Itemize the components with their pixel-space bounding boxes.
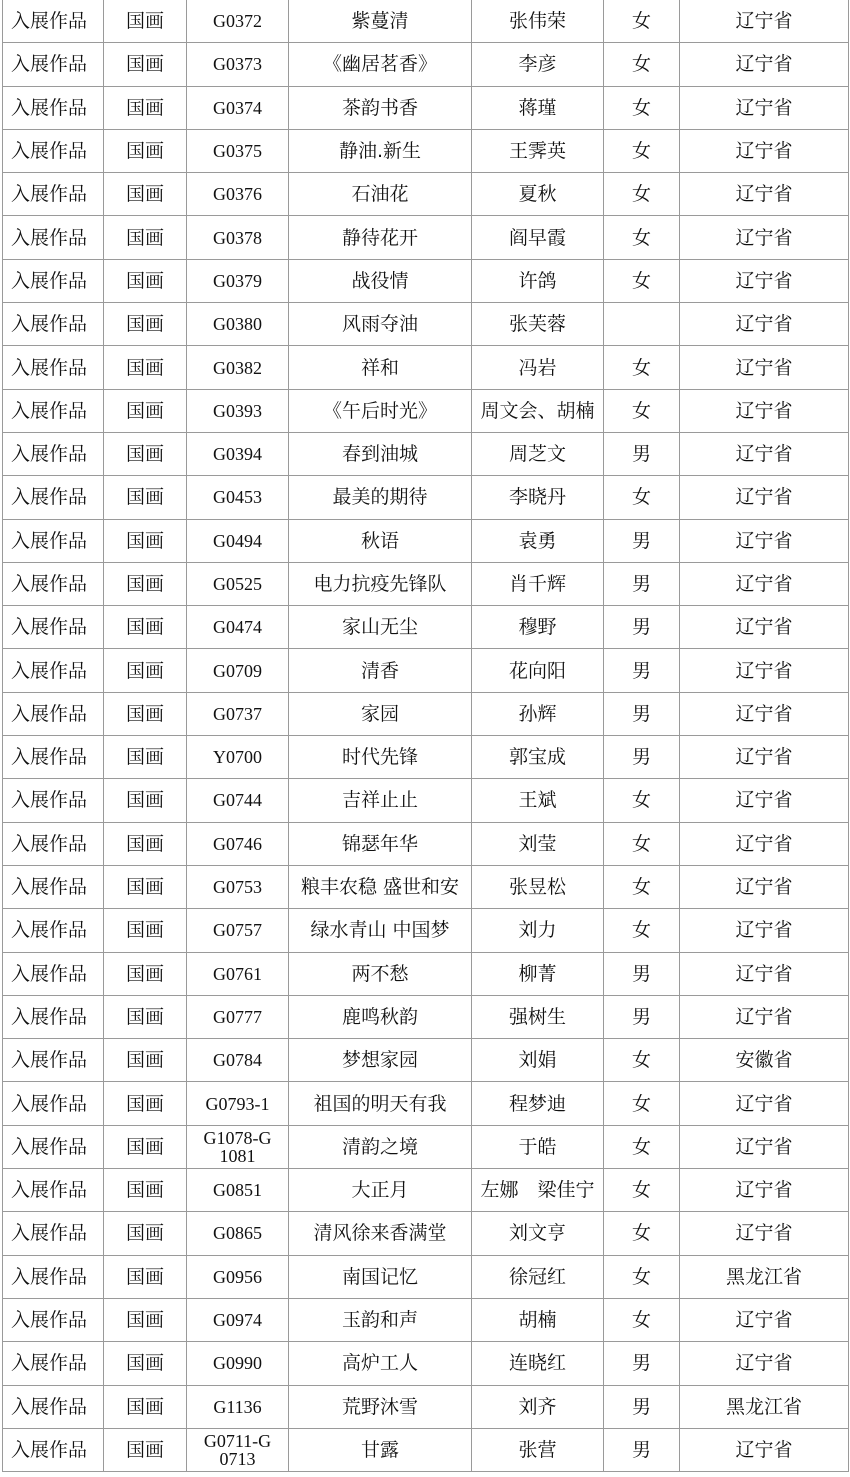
gender-cell: 男	[604, 1385, 680, 1428]
title-cell: 甘露	[289, 1428, 472, 1471]
status-cell: 入展作品	[3, 259, 104, 302]
status-cell: 入展作品	[3, 1125, 104, 1168]
author-cell: 袁勇	[472, 519, 604, 562]
table-row	[3, 1125, 849, 1168]
code-cell: G0990	[187, 1342, 289, 1385]
category-cell: 国画	[104, 1298, 187, 1341]
gender-cell: 女	[604, 346, 680, 389]
author-cell: 刘力	[472, 909, 604, 952]
gender-cell: 女	[604, 0, 680, 43]
code-cell: G0711-G0713	[187, 1428, 289, 1471]
province-cell: 安徽省	[680, 1039, 849, 1082]
table-row	[3, 1082, 849, 1125]
gender-cell: 男	[604, 736, 680, 779]
province-cell: 辽宁省	[680, 0, 849, 43]
status-cell: 入展作品	[3, 43, 104, 86]
table-row	[3, 129, 849, 172]
author-cell: 徐冠红	[472, 1255, 604, 1298]
code-cell: G0378	[187, 216, 289, 259]
category-cell: 国画	[104, 389, 187, 432]
author-cell: 连晓红	[472, 1342, 604, 1385]
category-cell: 国画	[104, 865, 187, 908]
province-cell: 黑龙江省	[680, 1385, 849, 1428]
status-cell: 入展作品	[3, 303, 104, 346]
title-cell: 粮丰农稳 盛世和安	[289, 865, 472, 908]
gender-cell: 男	[604, 1428, 680, 1471]
status-cell: 入展作品	[3, 736, 104, 779]
table-row	[3, 1169, 849, 1212]
status-cell: 入展作品	[3, 1342, 104, 1385]
code-cell: G0793-1	[187, 1082, 289, 1125]
gender-cell: 男	[604, 606, 680, 649]
province-cell: 辽宁省	[680, 562, 849, 605]
author-cell: 于皓	[472, 1125, 604, 1168]
code-cell: G0865	[187, 1212, 289, 1255]
title-cell: 清风徐来香满堂	[289, 1212, 472, 1255]
author-cell: 夏秋	[472, 173, 604, 216]
author-cell: 肖千辉	[472, 562, 604, 605]
code-cell: G0374	[187, 86, 289, 129]
gender-cell: 女	[604, 1212, 680, 1255]
gender-cell: 女	[604, 216, 680, 259]
author-cell: 刘莹	[472, 822, 604, 865]
table-row	[3, 173, 849, 216]
title-cell: 秋语	[289, 519, 472, 562]
status-cell: 入展作品	[3, 692, 104, 735]
status-cell: 入展作品	[3, 822, 104, 865]
province-cell: 辽宁省	[680, 1125, 849, 1168]
status-cell: 入展作品	[3, 1298, 104, 1341]
table-row	[3, 1428, 849, 1471]
title-cell: 风雨夺油	[289, 303, 472, 346]
code-cell: G0474	[187, 606, 289, 649]
province-cell: 辽宁省	[680, 1212, 849, 1255]
table-row	[3, 1255, 849, 1298]
author-cell: 刘文亨	[472, 1212, 604, 1255]
title-cell: 静油.新生	[289, 129, 472, 172]
author-cell: 许鸽	[472, 259, 604, 302]
title-cell: 石油花	[289, 173, 472, 216]
author-cell: 胡楠	[472, 1298, 604, 1341]
status-cell: 入展作品	[3, 562, 104, 605]
status-cell: 入展作品	[3, 1385, 104, 1428]
table-row	[3, 779, 849, 822]
author-cell: 张昱松	[472, 865, 604, 908]
author-cell: 周芝文	[472, 432, 604, 475]
category-cell: 国画	[104, 432, 187, 475]
gender-cell: 女	[604, 1082, 680, 1125]
province-cell: 辽宁省	[680, 86, 849, 129]
province-cell: 辽宁省	[680, 346, 849, 389]
code-cell: G0379	[187, 259, 289, 302]
table-row	[3, 346, 849, 389]
title-cell: 茶韵书香	[289, 86, 472, 129]
status-cell: 入展作品	[3, 0, 104, 43]
table-row	[3, 952, 849, 995]
table-row	[3, 303, 849, 346]
title-cell: 清韵之境	[289, 1125, 472, 1168]
table-row	[3, 259, 849, 302]
code-cell: G0784	[187, 1039, 289, 1082]
category-cell: 国画	[104, 173, 187, 216]
category-cell: 国画	[104, 779, 187, 822]
gender-cell: 女	[604, 909, 680, 952]
category-cell: 国画	[104, 476, 187, 519]
author-cell: 李晓丹	[472, 476, 604, 519]
table-row	[3, 649, 849, 692]
author-cell: 张营	[472, 1428, 604, 1471]
table-row	[3, 1298, 849, 1341]
gender-cell: 女	[604, 129, 680, 172]
title-cell: 祥和	[289, 346, 472, 389]
title-cell: 高炉工人	[289, 1342, 472, 1385]
status-cell: 入展作品	[3, 1082, 104, 1125]
title-cell: 电力抗疫先锋队	[289, 562, 472, 605]
status-cell: 入展作品	[3, 476, 104, 519]
code-cell: G0753	[187, 865, 289, 908]
category-cell: 国画	[104, 1385, 187, 1428]
title-cell: 《幽居茗香》	[289, 43, 472, 86]
category-cell: 国画	[104, 1082, 187, 1125]
title-cell: 紫蔓清	[289, 0, 472, 43]
author-cell: 张芙蓉	[472, 303, 604, 346]
table-body	[3, 0, 849, 1472]
gender-cell: 女	[604, 43, 680, 86]
code-cell: G1078-G1081	[187, 1125, 289, 1168]
status-cell: 入展作品	[3, 519, 104, 562]
code-cell: G0737	[187, 692, 289, 735]
gender-cell: 女	[604, 865, 680, 908]
title-cell: 战役情	[289, 259, 472, 302]
province-cell: 辽宁省	[680, 173, 849, 216]
gender-cell: 男	[604, 562, 680, 605]
title-cell: 绿水青山 中国梦	[289, 909, 472, 952]
table-row	[3, 909, 849, 952]
province-cell: 辽宁省	[680, 1082, 849, 1125]
title-cell: 两不愁	[289, 952, 472, 995]
status-cell: 入展作品	[3, 649, 104, 692]
table-row	[3, 692, 849, 735]
category-cell: 国画	[104, 909, 187, 952]
category-cell: 国画	[104, 952, 187, 995]
category-cell: 国画	[104, 1039, 187, 1082]
code-cell: G0393	[187, 389, 289, 432]
table-row	[3, 1385, 849, 1428]
table-row	[3, 606, 849, 649]
province-cell: 辽宁省	[680, 129, 849, 172]
code-cell: G0525	[187, 562, 289, 605]
code-cell: G0380	[187, 303, 289, 346]
table-row	[3, 1039, 849, 1082]
code-cell: G0372	[187, 0, 289, 43]
code-cell: G0956	[187, 1255, 289, 1298]
province-cell: 辽宁省	[680, 606, 849, 649]
gender-cell: 男	[604, 952, 680, 995]
table-row	[3, 995, 849, 1038]
author-cell: 王霁英	[472, 129, 604, 172]
category-cell: 国画	[104, 216, 187, 259]
title-cell: 鹿鸣秋韵	[289, 995, 472, 1038]
status-cell: 入展作品	[3, 173, 104, 216]
province-cell: 辽宁省	[680, 736, 849, 779]
category-cell: 国画	[104, 129, 187, 172]
code-cell: Y0700	[187, 736, 289, 779]
gender-cell: 女	[604, 1169, 680, 1212]
province-cell: 辽宁省	[680, 389, 849, 432]
code-cell: G0382	[187, 346, 289, 389]
title-cell: 《午后时光》	[289, 389, 472, 432]
table-row	[3, 0, 849, 43]
province-cell: 辽宁省	[680, 779, 849, 822]
province-cell: 辽宁省	[680, 1298, 849, 1341]
gender-cell: 女	[604, 1125, 680, 1168]
gender-cell: 女	[604, 1039, 680, 1082]
status-cell: 入展作品	[3, 346, 104, 389]
table-row	[3, 43, 849, 86]
category-cell: 国画	[104, 1212, 187, 1255]
title-cell: 清香	[289, 649, 472, 692]
gender-cell: 女	[604, 822, 680, 865]
gender-cell: 男	[604, 649, 680, 692]
author-cell: 周文会、胡楠	[472, 389, 604, 432]
code-cell: G0376	[187, 173, 289, 216]
title-cell: 静待花开	[289, 216, 472, 259]
table-row	[3, 736, 849, 779]
province-cell: 辽宁省	[680, 432, 849, 475]
gender-cell	[604, 303, 680, 346]
table-row	[3, 822, 849, 865]
province-cell: 辽宁省	[680, 303, 849, 346]
title-cell: 祖国的明天有我	[289, 1082, 472, 1125]
category-cell: 国画	[104, 1255, 187, 1298]
code-cell: G0373	[187, 43, 289, 86]
title-cell: 时代先锋	[289, 736, 472, 779]
code-cell: G0851	[187, 1169, 289, 1212]
author-cell: 穆野	[472, 606, 604, 649]
title-cell: 大正月	[289, 1169, 472, 1212]
gender-cell: 男	[604, 519, 680, 562]
title-cell: 家园	[289, 692, 472, 735]
gender-cell: 女	[604, 1255, 680, 1298]
province-cell: 辽宁省	[680, 909, 849, 952]
title-cell: 荒野沐雪	[289, 1385, 472, 1428]
title-cell: 吉祥止止	[289, 779, 472, 822]
province-cell: 辽宁省	[680, 822, 849, 865]
status-cell: 入展作品	[3, 909, 104, 952]
table-row	[3, 86, 849, 129]
status-cell: 入展作品	[3, 129, 104, 172]
category-cell: 国画	[104, 606, 187, 649]
code-cell: G0746	[187, 822, 289, 865]
author-cell: 张伟荣	[472, 0, 604, 43]
author-cell: 蒋瑾	[472, 86, 604, 129]
category-cell: 国画	[104, 1428, 187, 1471]
status-cell: 入展作品	[3, 606, 104, 649]
code-cell: G0974	[187, 1298, 289, 1341]
province-cell: 辽宁省	[680, 692, 849, 735]
status-cell: 入展作品	[3, 865, 104, 908]
table-row	[3, 216, 849, 259]
province-cell: 辽宁省	[680, 1169, 849, 1212]
status-cell: 入展作品	[3, 1212, 104, 1255]
province-cell: 辽宁省	[680, 952, 849, 995]
title-cell: 家山无尘	[289, 606, 472, 649]
author-cell: 郭宝成	[472, 736, 604, 779]
author-cell: 孙辉	[472, 692, 604, 735]
province-cell: 辽宁省	[680, 476, 849, 519]
category-cell: 国画	[104, 303, 187, 346]
gender-cell: 女	[604, 779, 680, 822]
category-cell: 国画	[104, 1125, 187, 1168]
category-cell: 国画	[104, 519, 187, 562]
author-cell: 冯岩	[472, 346, 604, 389]
code-cell: G0375	[187, 129, 289, 172]
province-cell: 辽宁省	[680, 259, 849, 302]
province-cell: 辽宁省	[680, 649, 849, 692]
status-cell: 入展作品	[3, 1169, 104, 1212]
table-row	[3, 562, 849, 605]
code-cell: G0757	[187, 909, 289, 952]
code-cell: G0494	[187, 519, 289, 562]
table-row	[3, 389, 849, 432]
title-cell: 玉韵和声	[289, 1298, 472, 1341]
exhibition-table	[2, 0, 849, 1472]
title-cell: 梦想家园	[289, 1039, 472, 1082]
gender-cell: 女	[604, 389, 680, 432]
status-cell: 入展作品	[3, 216, 104, 259]
title-cell: 锦瑟年华	[289, 822, 472, 865]
table-row	[3, 476, 849, 519]
gender-cell: 男	[604, 692, 680, 735]
gender-cell: 女	[604, 1298, 680, 1341]
author-cell: 王斌	[472, 779, 604, 822]
status-cell: 入展作品	[3, 952, 104, 995]
title-cell: 春到油城	[289, 432, 472, 475]
status-cell: 入展作品	[3, 995, 104, 1038]
author-cell: 李彦	[472, 43, 604, 86]
province-cell: 辽宁省	[680, 519, 849, 562]
title-cell: 南国记忆	[289, 1255, 472, 1298]
code-cell: G1136	[187, 1385, 289, 1428]
category-cell: 国画	[104, 995, 187, 1038]
table-row	[3, 519, 849, 562]
author-cell: 强树生	[472, 995, 604, 1038]
gender-cell: 男	[604, 1342, 680, 1385]
status-cell: 入展作品	[3, 1039, 104, 1082]
table-row	[3, 432, 849, 475]
category-cell: 国画	[104, 259, 187, 302]
status-cell: 入展作品	[3, 1428, 104, 1471]
status-cell: 入展作品	[3, 1255, 104, 1298]
gender-cell: 男	[604, 432, 680, 475]
province-cell: 辽宁省	[680, 43, 849, 86]
author-cell: 柳菁	[472, 952, 604, 995]
province-cell: 辽宁省	[680, 1428, 849, 1471]
title-cell: 最美的期待	[289, 476, 472, 519]
code-cell: G0744	[187, 779, 289, 822]
category-cell: 国画	[104, 43, 187, 86]
province-cell: 辽宁省	[680, 216, 849, 259]
province-cell: 辽宁省	[680, 1342, 849, 1385]
gender-cell: 女	[604, 476, 680, 519]
code-cell: G0777	[187, 995, 289, 1038]
category-cell: 国画	[104, 562, 187, 605]
status-cell: 入展作品	[3, 779, 104, 822]
author-cell: 阎早霞	[472, 216, 604, 259]
author-cell: 左娜 梁佳宁	[472, 1169, 604, 1212]
category-cell: 国画	[104, 0, 187, 43]
gender-cell: 女	[604, 86, 680, 129]
category-cell: 国画	[104, 1342, 187, 1385]
category-cell: 国画	[104, 692, 187, 735]
province-cell: 黑龙江省	[680, 1255, 849, 1298]
code-cell: G0709	[187, 649, 289, 692]
gender-cell: 男	[604, 995, 680, 1038]
author-cell: 程梦迪	[472, 1082, 604, 1125]
category-cell: 国画	[104, 736, 187, 779]
gender-cell: 女	[604, 259, 680, 302]
category-cell: 国画	[104, 822, 187, 865]
category-cell: 国画	[104, 649, 187, 692]
code-cell: G0761	[187, 952, 289, 995]
author-cell: 刘齐	[472, 1385, 604, 1428]
province-cell: 辽宁省	[680, 865, 849, 908]
status-cell: 入展作品	[3, 86, 104, 129]
table-row	[3, 1212, 849, 1255]
code-cell: G0453	[187, 476, 289, 519]
author-cell: 花向阳	[472, 649, 604, 692]
status-cell: 入展作品	[3, 389, 104, 432]
province-cell: 辽宁省	[680, 995, 849, 1038]
table-row	[3, 865, 849, 908]
table-row	[3, 1342, 849, 1385]
category-cell: 国画	[104, 86, 187, 129]
status-cell: 入展作品	[3, 432, 104, 475]
category-cell: 国画	[104, 1169, 187, 1212]
category-cell: 国画	[104, 346, 187, 389]
code-cell: G0394	[187, 432, 289, 475]
author-cell: 刘娟	[472, 1039, 604, 1082]
gender-cell: 女	[604, 173, 680, 216]
